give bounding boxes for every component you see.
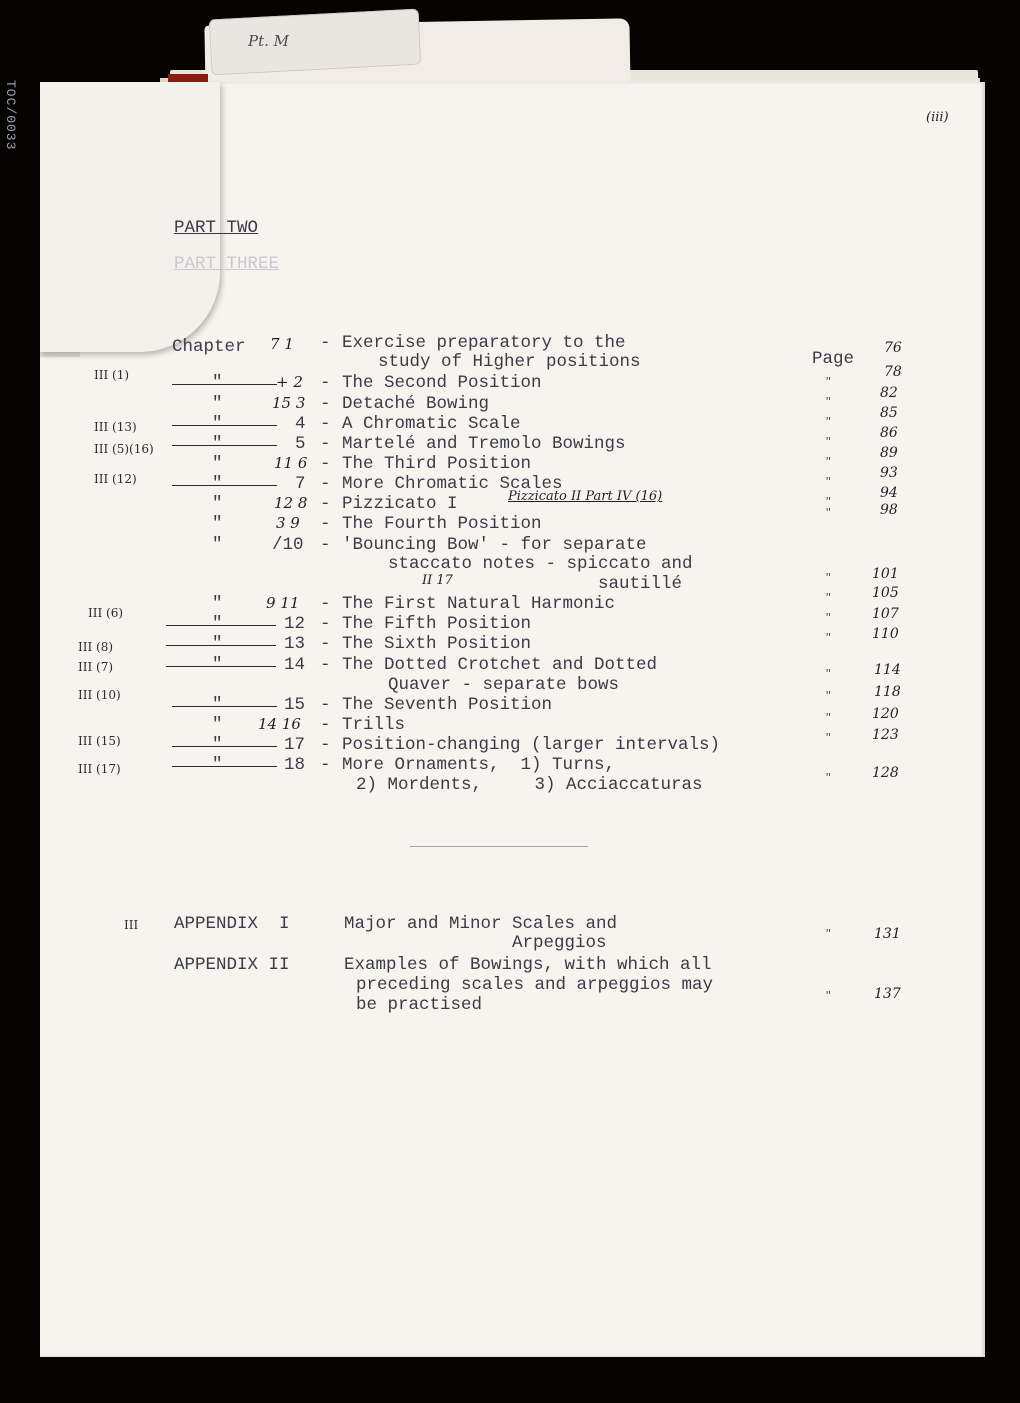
margin-mark: III (15) — [78, 734, 121, 748]
chapter-title-cont: 2) Mordents, 3) Acciaccaturas — [356, 775, 703, 795]
part-two-heading: PART TWO — [174, 218, 259, 238]
chapter-dash: - — [320, 494, 331, 514]
chapter-title: 'Bouncing Bow' - for separate — [342, 535, 647, 555]
chapter-page: 101 — [872, 566, 899, 582]
appendix-page: 137 — [874, 986, 901, 1002]
margin-mark: III (7) — [78, 660, 114, 674]
chapter-dash: - — [320, 594, 331, 614]
ditto-mark: " — [826, 988, 831, 1003]
chapter-title: The Dotted Crotchet and Dotted — [342, 655, 658, 675]
chapter-title: Pizzicato I — [342, 494, 458, 514]
pizzicato-handwritten-note: Pizzicato II Part IV (16) — [508, 489, 663, 504]
ditto-mark: " — [826, 590, 831, 605]
ditto-mark: " — [212, 695, 223, 715]
spine-label: TOC/0033 — [3, 80, 18, 151]
chapter-number: /10 — [272, 535, 304, 555]
ditto-mark: " — [826, 505, 831, 520]
ditto-mark: " — [212, 434, 223, 454]
chapter-title: Position-changing (larger intervals) — [342, 735, 721, 755]
chapter-dash: - — [320, 394, 331, 414]
chapter-page: 93 — [880, 465, 898, 481]
ditto-mark: " — [826, 926, 831, 941]
chapter-number: 12 8 — [274, 494, 308, 512]
strike-line — [172, 425, 277, 426]
chapter-title: The Fourth Position — [342, 514, 542, 534]
chapter-title-cont: Quaver - separate bows — [388, 675, 620, 695]
ditto-mark: " — [212, 494, 223, 514]
appendix-title-cont: preceding scales and arpeggios may — [356, 975, 714, 995]
appendix-label: APPENDIX I — [174, 914, 290, 934]
margin-mark: III (5)(16) — [94, 442, 154, 456]
chapter-page: 82 — [880, 385, 898, 401]
chapter-page: 107 — [872, 606, 899, 622]
chapter-title-cont: staccato notes - spiccato and — [388, 554, 693, 574]
chapter-number: 11 6 — [274, 454, 308, 472]
tab-scribble: Pt. M — [248, 32, 290, 50]
margin-mark: III (6) — [88, 606, 124, 620]
ditto-mark: " — [826, 730, 831, 745]
chapter-number: 13 — [284, 634, 306, 654]
ditto-mark: " — [212, 735, 223, 755]
page-curl — [40, 82, 220, 352]
chapter-page: 114 — [874, 662, 901, 678]
margin-mark: III (1) — [94, 368, 130, 382]
page-column-label: Page — [812, 349, 855, 369]
ditto-mark: " — [212, 634, 223, 654]
strike-line — [172, 445, 277, 446]
ditto-mark: " — [826, 374, 831, 389]
ditto-mark: " — [826, 630, 831, 645]
chapter-dash: - — [320, 634, 331, 654]
chapter-number: 15 — [284, 695, 306, 715]
ditto-mark: " — [212, 594, 223, 614]
part-three-ghost-heading: PART THREE — [174, 254, 280, 274]
ditto-mark: " — [212, 655, 223, 675]
chapter-title: The Second Position — [342, 373, 542, 393]
appendix-title: Major and Minor Scales and — [344, 914, 618, 934]
ditto-mark: " — [212, 454, 223, 474]
ditto-mark: " — [826, 474, 831, 489]
strike-line — [172, 485, 277, 486]
ditto-mark: " — [826, 666, 831, 681]
chapter-title: The First Natural Harmonic — [342, 594, 616, 614]
chapter-dash: - — [320, 434, 331, 454]
chapter-title: A Chromatic Scale — [342, 414, 521, 434]
chapter-title-cont: study of Higher positions — [378, 352, 641, 372]
strike-line — [172, 746, 277, 747]
chapter-dash: - — [320, 373, 331, 393]
chapter-title: The Seventh Position — [342, 695, 553, 715]
ditto-mark: " — [212, 514, 223, 534]
chapter-page: 120 — [872, 706, 899, 722]
margin-mark: III (17) — [78, 762, 121, 776]
appendix-page: 131 — [874, 926, 901, 942]
chapter-number: 17 — [284, 735, 306, 755]
chapter-dash: - — [320, 474, 331, 494]
chapter-page: 123 — [872, 727, 899, 743]
chapter-page: 94 — [880, 485, 898, 501]
margin-mark: III (12) — [94, 472, 137, 486]
chapter-page: 118 — [874, 684, 901, 700]
chapter-number: 5 — [295, 434, 306, 454]
margin-mark: III (13) — [94, 420, 137, 434]
chapter-page: 89 — [880, 445, 898, 461]
paper-tab-folded — [209, 9, 422, 76]
chapter-title-cont: sautillé — [598, 574, 683, 594]
chapter-page: 128 — [872, 765, 899, 781]
chapter-dash: - — [320, 454, 331, 474]
chapter-number: 12 — [284, 614, 306, 634]
ditto-mark: " — [212, 373, 223, 393]
chapter-dash: - — [320, 695, 331, 715]
page-roman-number: (iii) — [926, 110, 949, 125]
ditto-mark: " — [826, 610, 831, 625]
chapter-number: 18 — [284, 755, 306, 775]
handwritten-note: II 17 — [422, 573, 453, 588]
chapter-title: The Sixth Position — [342, 634, 532, 654]
ditto-mark: " — [212, 535, 223, 555]
chapter-number: 14 16 — [258, 715, 301, 733]
ditto-mark: " — [212, 414, 223, 434]
chapter-title: Exercise preparatory to the — [342, 333, 626, 353]
strike-line — [172, 766, 277, 767]
chapter-page: 78 — [884, 364, 902, 380]
chapter-title: Detaché Bowing — [342, 394, 490, 414]
ditto-mark: " — [826, 414, 831, 429]
margin-mark: III (8) — [78, 640, 114, 654]
chapter-page: 76 — [884, 340, 902, 356]
chapter-number: 7 1 — [270, 335, 294, 353]
chapter-dash: - — [320, 614, 331, 634]
chapter-page: 110 — [872, 626, 899, 642]
chapter-dash: - — [320, 735, 331, 755]
ditto-mark: " — [826, 710, 831, 725]
ditto-mark: " — [826, 394, 831, 409]
ditto-mark: " — [826, 454, 831, 469]
chapter-dash: - — [320, 514, 331, 534]
ditto-mark: " — [212, 755, 223, 775]
strike-line — [172, 384, 277, 385]
chapter-dash: - — [320, 755, 331, 775]
chapter-number: + 2 — [276, 373, 303, 391]
chapter-dash: - — [320, 414, 331, 434]
chapter-page: 86 — [880, 425, 898, 441]
section-divider — [410, 846, 588, 847]
ditto-mark: " — [212, 474, 223, 494]
appendix-title: Examples of Bowings, with which all — [344, 955, 712, 975]
ditto-mark: " — [826, 770, 831, 785]
chapter-number: 14 — [284, 655, 306, 675]
chapter-page: 85 — [880, 405, 898, 421]
chapter-number: 7 — [295, 474, 306, 494]
chapter-number: 4 — [295, 414, 306, 434]
appendix-title-cont: be practised — [356, 995, 483, 1015]
ditto-mark: " — [826, 434, 831, 449]
chapter-title: More Ornaments, 1) Turns, — [342, 755, 616, 775]
appendix-title-cont: Arpeggios — [512, 933, 607, 953]
chapter-title: The Third Position — [342, 454, 532, 474]
chapter-title: More Chromatic Scales — [342, 474, 563, 494]
chapter-dash: - — [320, 535, 331, 555]
strike-line — [172, 706, 277, 707]
chapter-number: 9 11 — [266, 594, 300, 612]
ditto-mark: " — [212, 394, 223, 414]
ditto-mark: " — [212, 715, 223, 735]
chapter-title: Trills — [342, 715, 406, 735]
chapter-dash: - — [320, 333, 331, 353]
ditto-mark: " — [826, 494, 831, 509]
appendix-label: APPENDIX II — [174, 955, 290, 975]
margin-mark: III (10) — [78, 688, 121, 702]
chapter-dash: - — [320, 655, 331, 675]
chapter-number: 3 9 — [276, 514, 300, 532]
chapter-title: The Fifth Position — [342, 614, 532, 634]
ditto-mark: " — [212, 614, 223, 634]
chapter-dash: - — [320, 715, 331, 735]
ditto-mark: " — [826, 688, 831, 703]
margin-mark: III — [124, 918, 139, 932]
chapter-number: 15 3 — [272, 394, 306, 412]
chapter-title: Martelé and Tremolo Bowings — [342, 434, 626, 454]
ditto-mark: " — [826, 570, 831, 585]
chapter-page: 105 — [872, 585, 899, 601]
chapter-page: 98 — [880, 502, 898, 518]
chapter-word: Chapter — [172, 337, 246, 357]
